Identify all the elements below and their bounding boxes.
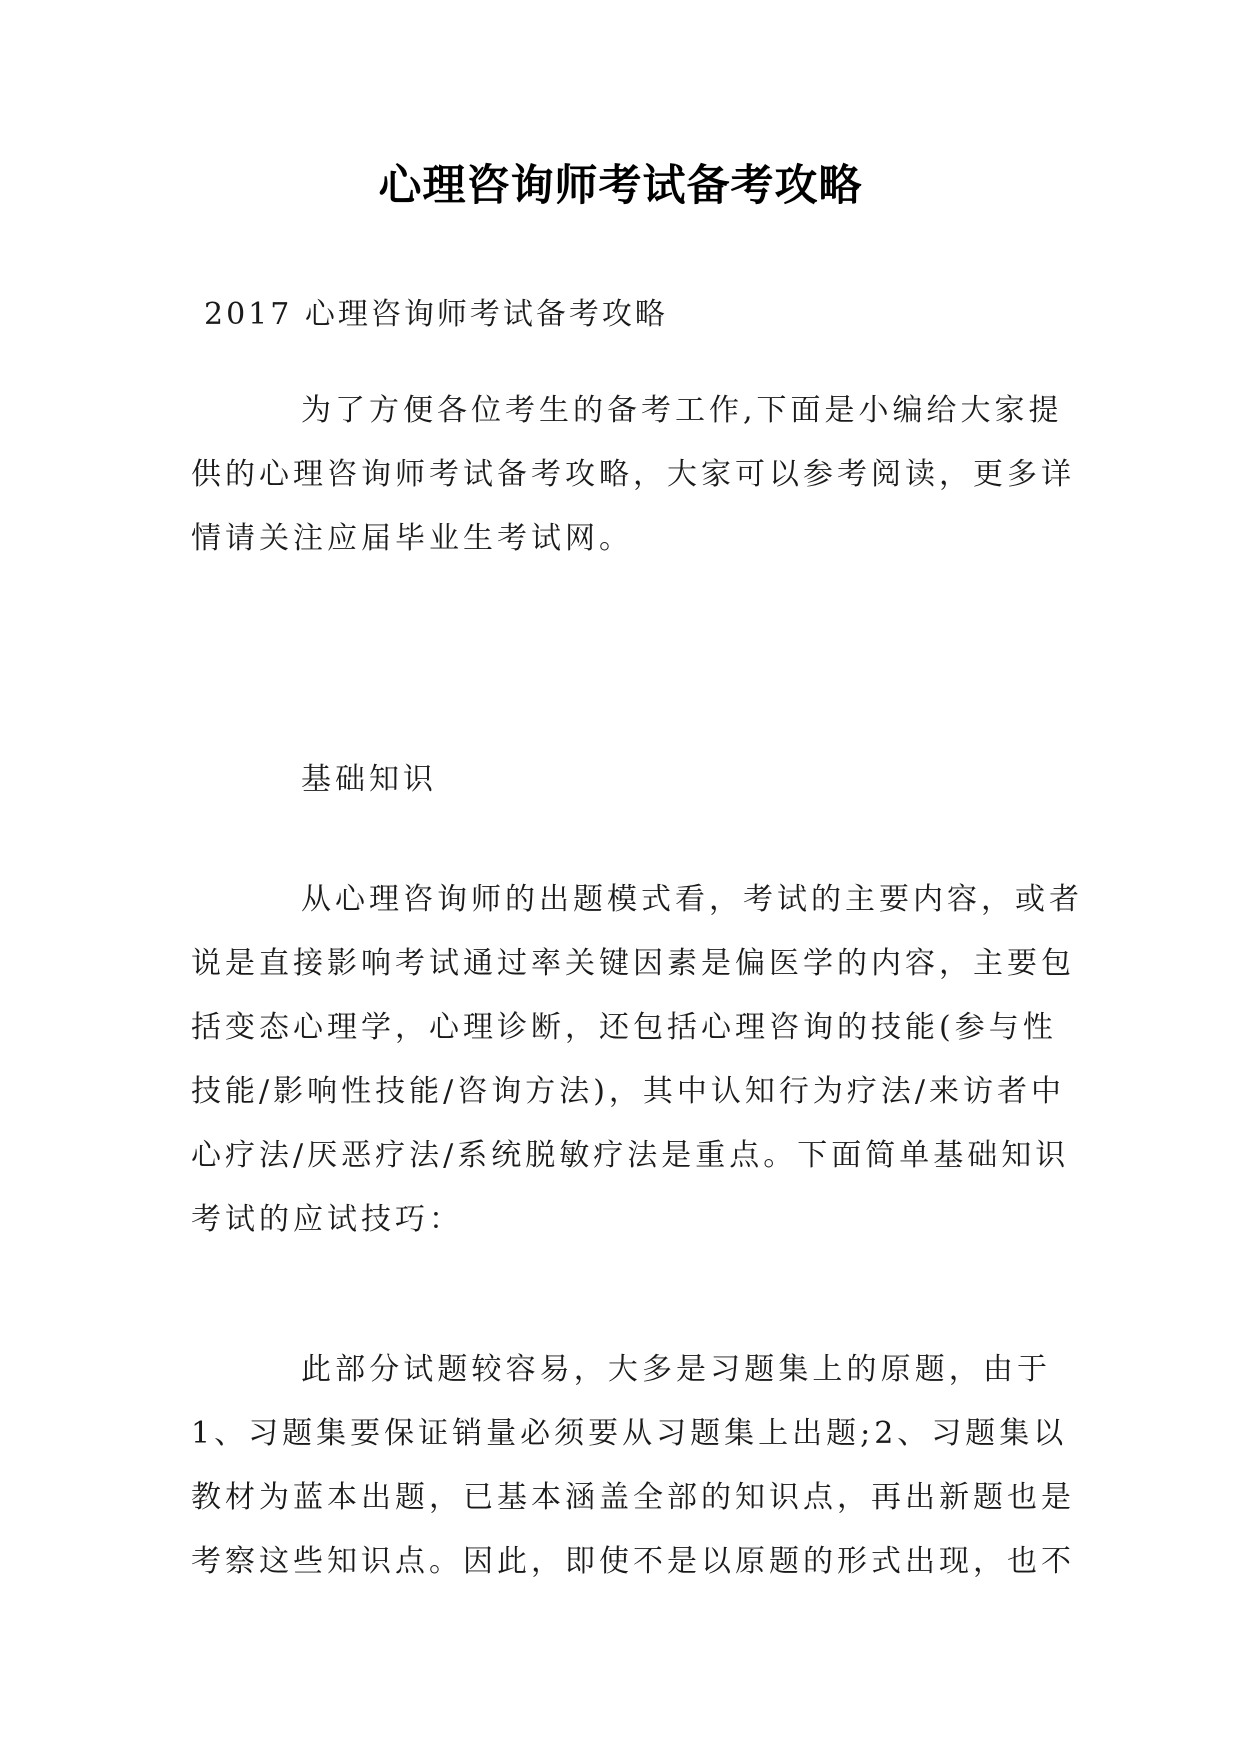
paragraph-line: 考试的应试技巧：: [191, 1202, 463, 1237]
content-paragraph: [191, 868, 1083, 1252]
paragraph-line: 括变态心理学，心理诊断，还包括心理咨询的技能(参与性: [191, 1010, 1057, 1045]
paragraph-line: 教材为蓝本出题，已基本涵盖全部的知识点，再出新题也是: [191, 1480, 1075, 1515]
paragraph-line: 供的心理咨询师考试备考攻略，大家可以参考阅读，更多详: [191, 457, 1075, 492]
document-title: 心理咨询师考试备考攻略: [378, 161, 863, 211]
paragraph-line: 心疗法/厌恶疗法/系统脱敏疗法是重点。下面简单基础知识: [191, 1138, 1070, 1173]
paragraph-line: 为了方便各位考生的备考工作,下面是小编给大家提: [301, 393, 1063, 428]
paragraph-line: 技能/影响性技能/咨询方法)，其中认知行为疗法/来访者中: [191, 1074, 1066, 1109]
content-paragraph: [191, 1338, 1075, 1594]
paragraph-line: 此部分试题较容易，大多是习题集上的原题，由于: [301, 1352, 1051, 1387]
paragraph-line: 说是直接影响考试通过率关键因素是偏医学的内容，主要包: [191, 946, 1075, 981]
document-subtitle: 2017 心理咨询师考试备考攻略: [204, 297, 668, 332]
paragraph-line: 1、习题集要保证销量必须要从习题集上出题;2、习题集以: [191, 1416, 1068, 1451]
paragraph-line: 考察这些知识点。因此，即使不是以原题的形式出现，也不: [191, 1544, 1075, 1579]
paragraph-line: 情请关注应届毕业生考试网。: [191, 521, 633, 556]
intro-paragraph: [191, 379, 1075, 571]
paragraph-line: 从心理咨询师的出题模式看，考试的主要内容，或者: [301, 882, 1083, 917]
section-heading: 基础知识: [301, 762, 437, 797]
